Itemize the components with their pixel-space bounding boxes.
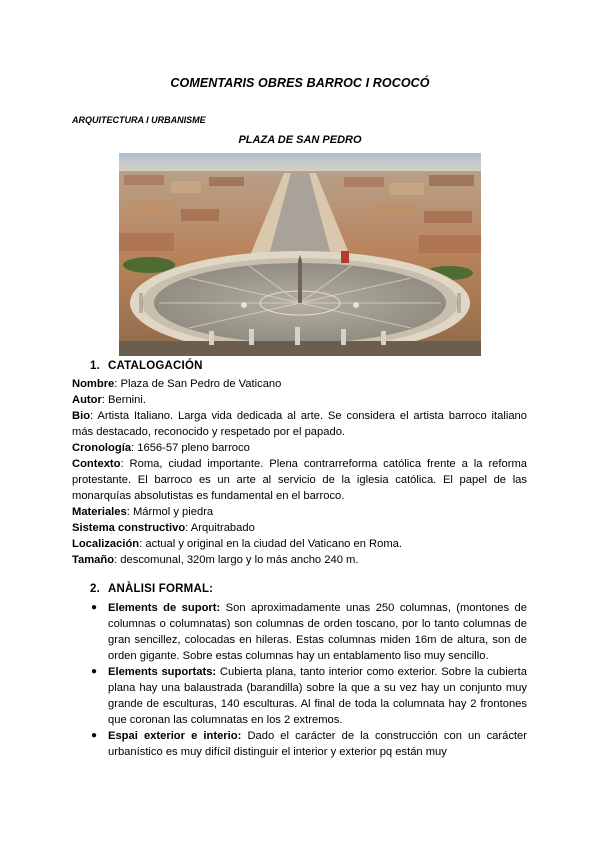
field-autor: Autor: Bernini. (72, 394, 146, 406)
bullet-dot-icon: ● (91, 602, 98, 613)
formal-heading (90, 583, 213, 595)
formal-bullets (90, 600, 527, 760)
field-bio: Bio: Artista Italiano. Larga vida dedicada al arte. Se considera el artista barroco italiano más destacado, reconocido y respetado por el papado. (72, 410, 527, 438)
field-localizacion: Localización: actual y original en la ciudad del Vaticano en Roma. (72, 538, 403, 550)
field-materiales: Materiales: Mármol y piedra (72, 506, 214, 518)
field-contexto: Contexto: Roma, ciudad importante. Plena contrarreforma católica frente a la reforma protestante. El barroco es un arte al servicio de la iglesia católica. El papel de las monarquías absolutistas es fundamental en el barroco. (72, 458, 527, 502)
catalog-heading (90, 360, 203, 372)
field-tamano: Tamaño: descomunal, 320m largo y lo más ancho 240 m. (72, 554, 359, 566)
work-title: PLAZA DE SAN PEDRO (238, 134, 362, 146)
catalog-heading-text: CATALOGACIÓN (108, 360, 203, 372)
formal-heading-text: ANÀLISI FORMAL: (108, 583, 214, 595)
bullet-suport: ● Elements de suport: Son aproximadamente unas 250 columnas, (montones de columnas o columnatas) son columnas de orden toscano, por lo tanto columnas de gran sencillez, colocadas en hileras. Estas columnas miden 16m de altura, son de orden gigante. Sobre estas columnas hay un entablamento liso muy sencillo. (91, 602, 527, 662)
field-nombre: Nombre: Plaza de San Pedro de Vaticano (72, 378, 282, 390)
plaza-photo (119, 153, 481, 356)
bullet-dot-icon: ● (91, 730, 98, 741)
field-cronologia: Cronología: 1656-57 pleno barroco (72, 442, 250, 454)
catalog-fields (72, 376, 527, 568)
catalog-number: 1. (90, 360, 100, 372)
bullet-suportats: ● Elements suportats: Cubierta plana, tanto interior como exterior. Sobre la cubierta plana hay una balaustrada (barandilla) sobre la que a su vez hay un conjunto muy grande de esculturas, 140 esculturas. Al final de toda la columnata hay 2 frontones que coronan las columnatas en los 2 extremos. (91, 666, 527, 726)
field-sistema: Sistema constructivo: Arquitrabado (72, 522, 255, 534)
formal-number: 2. (90, 583, 100, 595)
section-label: ARQUITECTURA I URBANISME (72, 115, 206, 125)
bullet-espai: ● Espai exterior e interio: Dado el carácter de la construcción con un carácter urbanístico es muy difícil distinguir el interior y exterior pq están muy (91, 730, 527, 758)
document-title: COMENTARIS OBRES BARROC I ROCOCÓ (170, 76, 430, 90)
bullet-dot-icon: ● (91, 666, 98, 677)
